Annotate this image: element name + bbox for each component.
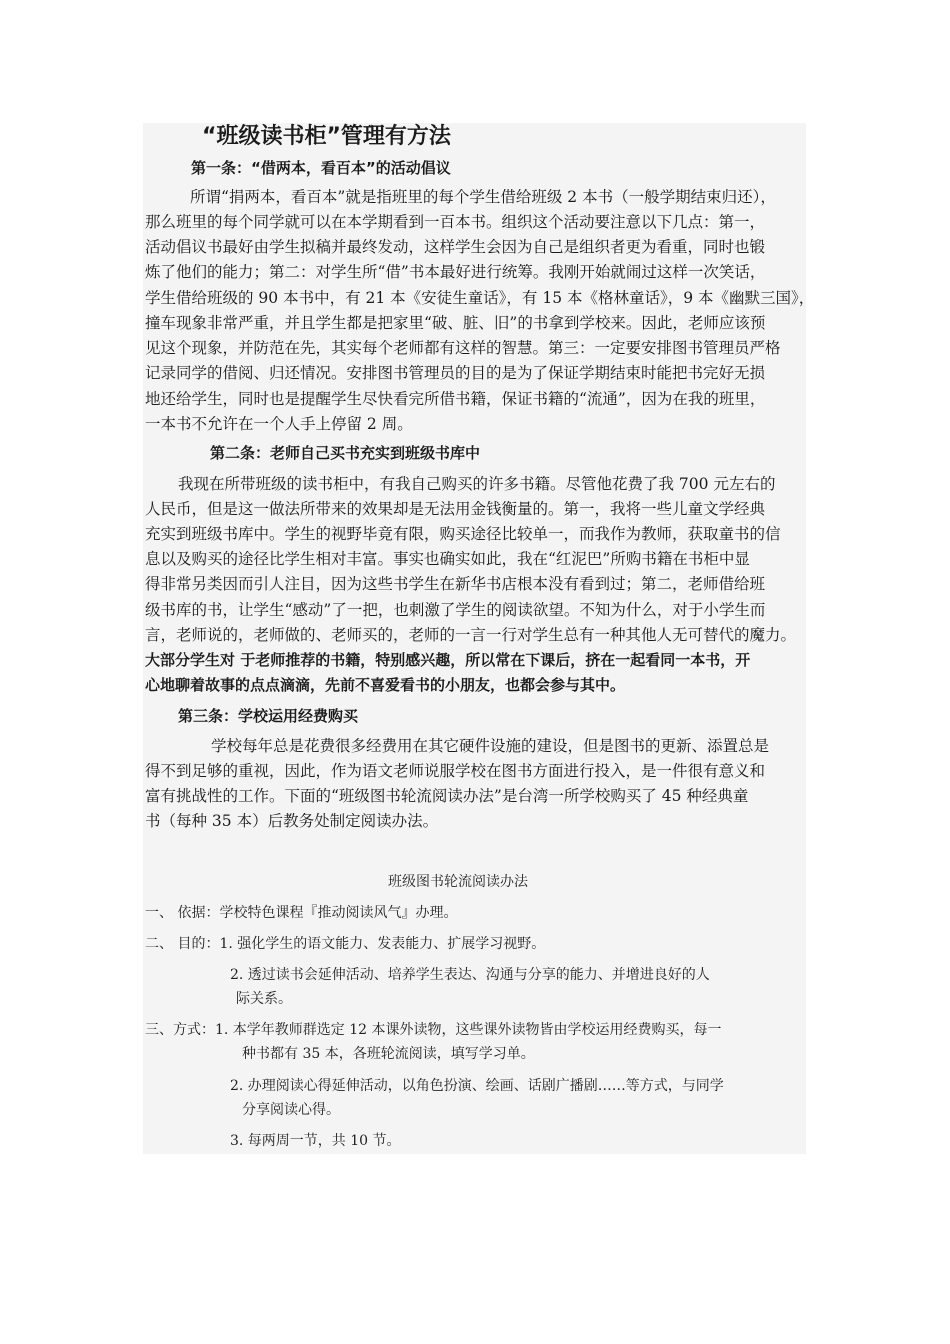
paragraph-line: 活动倡议书最好由学生拟稿并最终发动，这样学生会因为自己是组织者更为看重，同时也锻 (145, 238, 766, 256)
rule-item: 种书都有 35 本，各班轮流阅读，填写学习单。 (242, 1046, 535, 1062)
rule-item: 三、方式：1. 本学年教师群选定 12 本课外读物，这些课外读物皆由学校运用经费购买，每一 (145, 1022, 722, 1038)
paragraph-line: 撞车现象非常严重，并且学生都是把家里“破、脏、旧”的书拿到学校来。因此，老师应该预 (145, 314, 766, 332)
paragraph-line: 息以及购买的途径比学生相对丰富。事实也确实如此，我在“红泥巴”所购书籍在书柜中显 (145, 550, 750, 568)
paragraph-line: 见这个现象，并防范在先，其实每个老师都有这样的智慧。第三：一定要安排图书管理员严格 (145, 339, 781, 357)
page-title: “班级读书柜”管理有方法 (202, 124, 451, 149)
rule-item: 二、 目的：1. 强化学生的语文能力、发表能力、扩展学习视野。 (145, 936, 546, 952)
paragraph-line: 我现在所带班级的读书柜中，有我自己购买的许多书籍。尽管他花费了我 700 元左右的 (178, 475, 776, 493)
rule-item: 分享阅读心得。 (242, 1102, 340, 1118)
rules-title: 班级图书轮流阅读办法 (388, 874, 528, 890)
rule-item: 2. 透过读书会延伸活动、培养学生表达、沟通与分享的能力、并增进良好的人 (230, 967, 710, 983)
paragraph-line: 记录同学的借阅、归还情况。安排图书管理员的目的是为了保证学期结束时能把书完好无损 (145, 364, 766, 382)
paragraph-line: 学校每年总是花费很多经费用在其它硬件设施的建设，但是图书的更新、添置总是 (211, 737, 770, 755)
rule-item: 际关系。 (236, 991, 292, 1007)
emphasis-line: 大部分学生对 于老师推荐的书籍，特别感兴趣，所以常在下课后，挤在一起看同一本书，开 (145, 651, 751, 669)
rule-item: 一、 依据：学校特色课程『推动阅读风气』办理。 (145, 905, 458, 921)
paragraph-line: 充实到班级书库中。学生的视野毕竟有限，购买途径比较单一，而我作为教师，获取童书的信 (145, 525, 781, 543)
paragraph-line: 炼了他们的能力；第二：对学生所“借”书本最好进行统筹。我刚开始就闹过这样一次笑话， (145, 263, 766, 281)
paragraph-line: 一本书不允许在一个人手上停留 2 周。 (145, 415, 413, 433)
emphasis-line: 心地聊着故事的点点滴滴，先前不喜爱看书的小朋友，也都会参与其中。 (145, 676, 626, 694)
paragraph-line: 得非常另类因而引人注目，因为这些书学生在新华书店根本没有看到过；第二，老师借给班 (145, 575, 766, 593)
section-3-heading: 第三条：学校运用经费购买 (178, 707, 359, 725)
paragraph-line: 得不到足够的重视，因此，作为语文老师说服学校在图书方面进行投入，是一件很有意义和 (145, 762, 766, 780)
rule-item: 3. 每两周一节，共 10 节。 (230, 1133, 401, 1149)
paragraph-line: 人民币，但是这一做法所带来的效果却是无法用金钱衡量的。第一，我将一些儿童文学经典 (145, 500, 766, 518)
paragraph-line: 地还给学生，同时也是提醒学生尽快看完所借书籍，保证书籍的“流通”，因为在我的班里， (145, 390, 766, 408)
paragraph-line: 学生借给班级的 90 本书中，有 21 本《安徒生童话》，有 15 本《格林童话》，9 本《幽默三国》， (145, 289, 815, 307)
rule-item: 2. 办理阅读心得延伸活动，以角色扮演、绘画、话剧广播剧……等方式，与同学 (230, 1078, 724, 1094)
paragraph-line: 富有挑战性的工作。下面的“班级图书轮流阅读办法”是台湾一所学校购买了 45 种经典童 (145, 787, 749, 805)
paragraph-line: 言，老师说的，老师做的、老师买的，老师的一言一行对学生总有一种其他人无可替代的魔力。 (145, 626, 797, 644)
section-2-heading: 第二条：老师自己买书充实到班级书库中 (210, 444, 481, 462)
paragraph-line: 级书库的书，让学生“感动”了一把，也刺激了学生的阅读欲望。不知为什么，对于小学生而 (145, 601, 766, 619)
section-1-heading: 第一条：“借两本，看百本”的活动倡议 (191, 159, 451, 177)
paragraph-line: 所谓“捐两本，看百本”就是指班里的每个学生借给班级 2 本书（一般学期结束归还）， (190, 188, 776, 206)
paragraph-line: 那么班里的每个同学就可以在本学期看到一百本书。组织这个活动要注意以下几点：第一， (145, 213, 766, 231)
paragraph-line: 书（每种 35 本）后教务处制定阅读办法。 (145, 812, 439, 830)
